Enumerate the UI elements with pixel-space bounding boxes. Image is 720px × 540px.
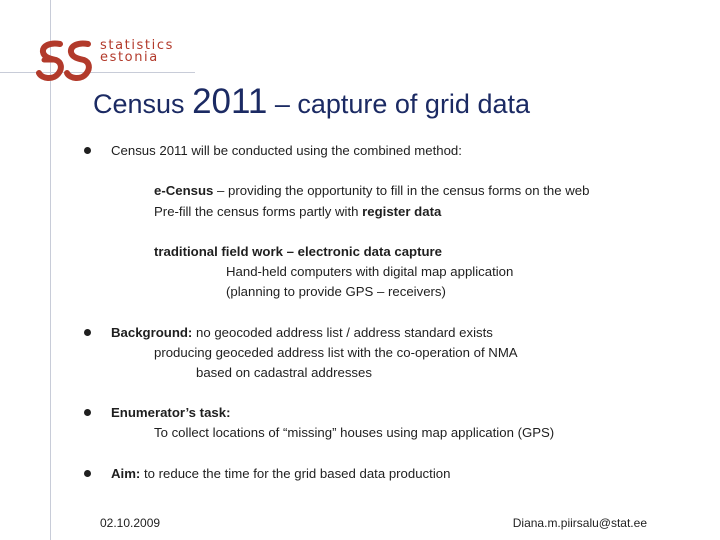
footer-email: Diana.m.piirsalu@stat.ee: [512, 516, 647, 530]
ecensus-line: [154, 181, 589, 201]
logo-line-1: statistics: [100, 38, 174, 53]
ecensus-text: – providing the opportunity to fill in the census forms on the web: [213, 183, 590, 198]
background-line-2: producing geoceded address list with the co-operation of NMA: [154, 345, 518, 360]
bullet-dot-2: [84, 329, 91, 336]
aim-label: Aim:: [111, 466, 141, 481]
logo-wordmark: [100, 40, 174, 64]
background-line-3: based on cadastral addresses: [196, 365, 372, 380]
prefill-line: [154, 202, 441, 222]
fieldwork-line-2: (planning to provide GPS – receivers): [226, 284, 446, 299]
logo-line-2: estonia: [100, 50, 159, 65]
title-prefix: Census: [93, 89, 193, 119]
enumerator-task-text: To collect locations of “missing” houses using map application (GPS): [154, 425, 555, 440]
bullet-1-text: Census 2011 will be conducted using the combined method:: [111, 143, 462, 158]
statistics-estonia-logo-mark: [36, 38, 94, 86]
bullet-dot-3: [84, 409, 91, 416]
fieldwork-label: traditional field work – electronic data capture: [154, 244, 443, 259]
title-year: 2011: [192, 82, 268, 121]
footer-date: 02.10.2009: [100, 516, 161, 530]
aim-text: to reduce the time for the grid based data production: [140, 466, 451, 481]
title-suffix: – capture of grid data: [267, 89, 530, 119]
bullet-dot-1: [84, 147, 91, 154]
background-label: Background:: [111, 325, 193, 340]
background-line: [111, 323, 493, 343]
slide-title: [93, 82, 530, 124]
prefill-text: Pre-fill the census forms partly with: [154, 204, 363, 219]
enumerator-task-label: Enumerator’s task:: [111, 405, 231, 420]
background-text: no geocoded address list / address standard exists: [192, 325, 493, 340]
ecensus-label: e-Census: [154, 183, 214, 198]
aim-line: [111, 464, 450, 484]
bullet-dot-4: [84, 470, 91, 477]
horizontal-rule: [0, 72, 195, 73]
prefill-bold: register data: [362, 204, 442, 219]
fieldwork-line-1: Hand-held computers with digital map application: [226, 264, 514, 279]
